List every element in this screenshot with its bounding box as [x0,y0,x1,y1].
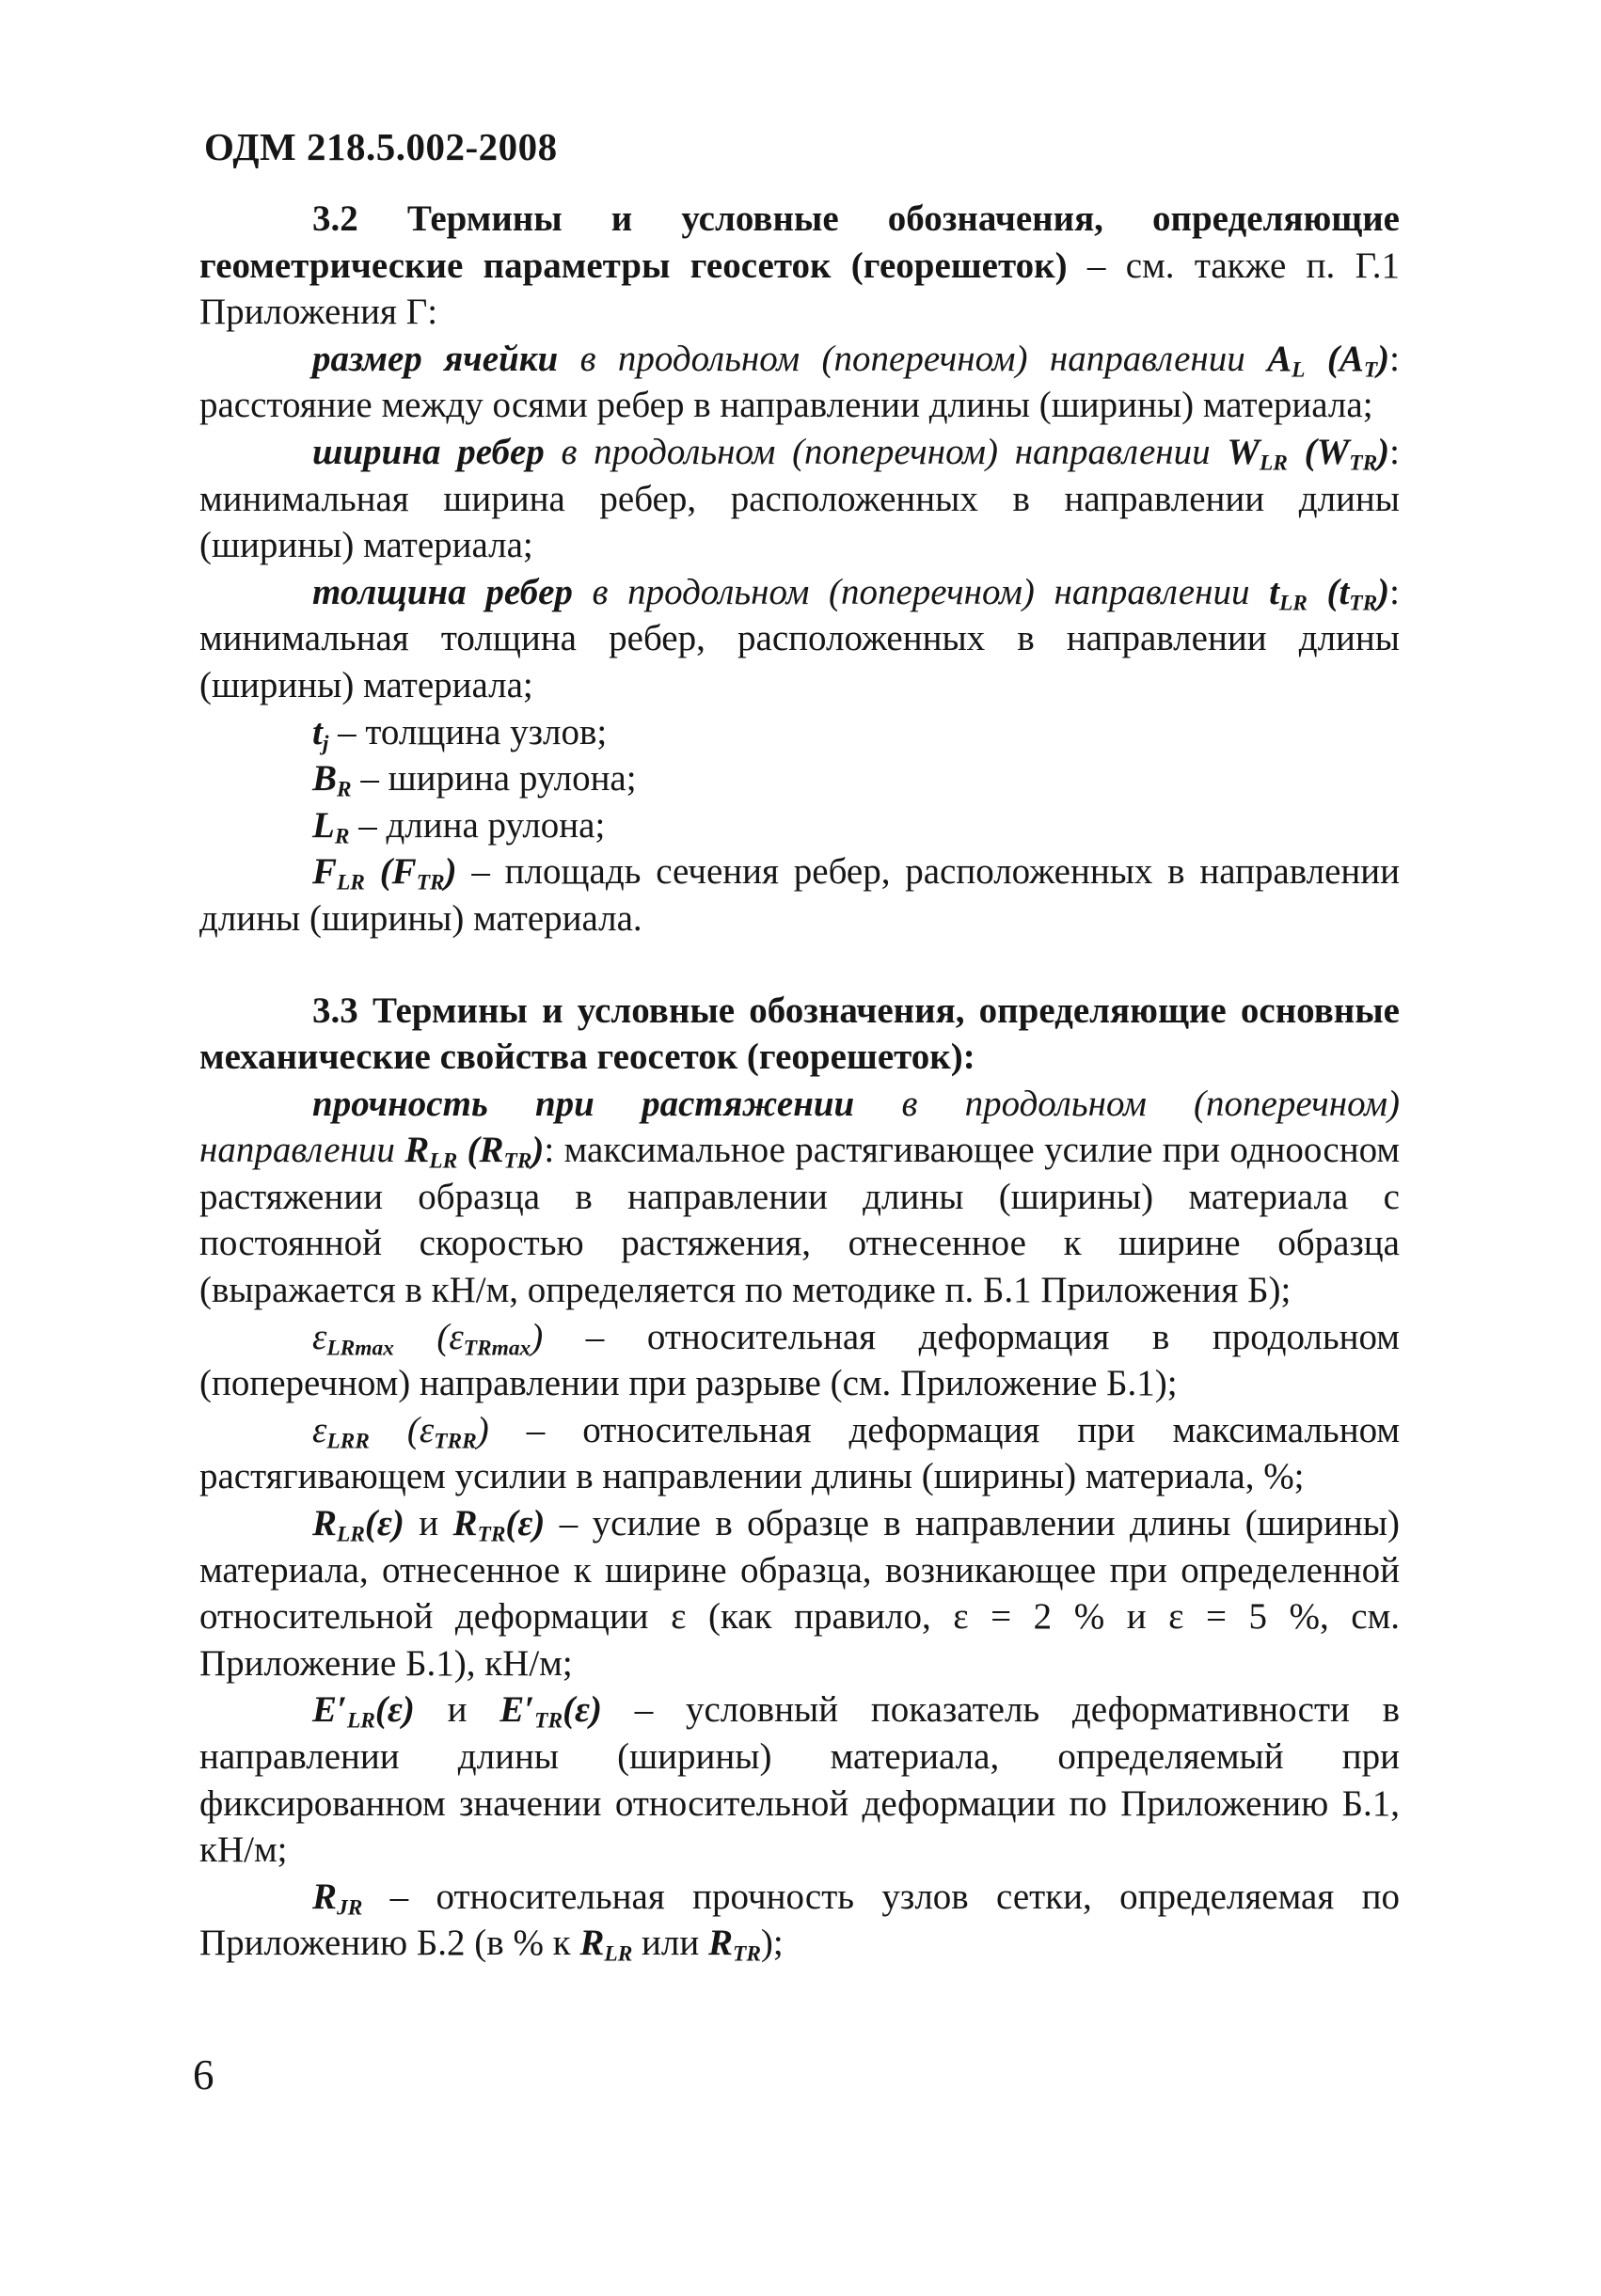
definition-cell-size: размер ячейки в продольном (поперечном) направлении $A_L$ $(A_T)$: расстояние между осями ребер в направлении длины (ширины) материала; [199,338,1400,426]
definition-node-strength [199,1874,1400,1967]
symbol-eps-lrr: $\varepsilon_{LRR}$ $(\varepsilon_{TRR})$ [312,1409,489,1454]
definition-node-strength-text: – относительная прочность узлов сетки, определяемая по Приложению Б.2 (в % к [199,1876,1400,1964]
document-header: ОДМ 218.5.002-2008 [204,125,558,168]
definition-strain-at-break [199,1314,1400,1407]
conjunction-or: или [632,1923,709,1964]
definition-roll-length [199,802,1400,849]
document-body [199,196,1400,1967]
section-3-2-title-tail: – см. также п. Г.1 Приложения Г: [199,245,1400,333]
definition-roll-width [199,755,1400,802]
definition-rib-thickness-text: минимальная толщина ребер, расположенных в направлении длины (ширины) материала; [199,618,1400,705]
symbol-l-r: $L_R$ [312,804,350,849]
definition-rib-section-area [199,848,1400,942]
definition-rib-width-text: минимальная ширина ребер, расположенных в направлении длины (ширины) материала; [199,478,1400,566]
symbol-r-lr-ref: $R_{LR}$ [579,1923,633,1967]
definition-node-thickness-text: – толщина узлов; [328,711,608,752]
definition-tensile-strength-text: максимальное растягивающее усилие при одноосном растяжении образца в направлении длины (ширины) материала с постоянной скоростью растяжения, отнесенное к ширине образца (выражается в кН/м, определяется по методике п. Б.1 Приложения Б); [199,1130,1401,1311]
symbol-t-j: $t_j$ [312,711,329,756]
definition-tensile-strength: прочность при растяжении в продольном (поперечном) направлении $R_{LR}$ $(R_{TR})$: максимальное растягивающее усилие при одноосном растяжении образца в направлении длины (ширины) материала с постоянной скоростью растяжения, отнесенное к ширине образца (выражается в кН/м, определяется по методике п. Б.1 Приложения Б); [199,1083,1401,1311]
page-number: 6 [193,2051,214,2098]
conjunction-and: и [414,1689,500,1731]
term-rib-width: ширина ребер [312,431,545,472]
definition-strain-at-max-force [199,1407,1400,1500]
term-rib-width-direction: в продольном (поперечном) направлении [544,431,1228,472]
section-3-3-heading: 3.3 Термины и условные обозначения, определяющие основные механические свойства геосеток (георешеток): [199,990,1400,1078]
term-tensile-strength-direction: в продольном (поперечном) направлении [199,1083,1400,1171]
symbol-w-lr: $W_{LR}$ $(W_{TR})$ [1227,431,1390,476]
symbol-r-lr: $R_{LR}$ $(R_{TR})$ [404,1130,545,1174]
conjunction-and: и [404,1503,453,1544]
definition-strain-at-max-force-text: – относительная деформация при максимальном растягивающем усилии в направлении длины (ширины) материала, %; [199,1409,1401,1497]
term-tensile-strength: прочность при растяжении [312,1083,855,1124]
symbol-b-r: $B_R$ [312,758,352,802]
definition-deformability [199,1686,1400,1873]
symbol-r-lr-eps: $R_{LR}(\varepsilon)$ [312,1503,404,1547]
term-cell-size: размер ячейки [312,338,559,379]
definition-roll-length-text: – длина рулона; [349,804,606,846]
definition-cell-size-text: расстояние между осями ребер в направлении длины (ширины) материала; [199,385,1373,426]
symbol-e-lr-eps: $E'_{LR}(\varepsilon)$ [312,1689,415,1734]
symbol-t-lr: $t_{LR}$ $(t_{TR})$ [1269,571,1390,616]
definition-rib-thickness: толщина ребер в продольном (поперечном) направлении $t_{LR}$ $(t_{TR})$: минимальная толщина ребер, расположенных в направлении длины (ширины) материала; [199,571,1401,705]
symbol-f-lr: $F_{LR}$ $(F_{TR})$ [312,851,457,895]
symbol-e-tr-eps: $E'_{TR}(\varepsilon)$ [499,1689,603,1734]
section-3-2-heading [199,196,1400,336]
term-rib-thickness: толщина ребер [312,571,573,612]
definition-strain-at-break-text: – относительная деформация в продольном (поперечном) направлении при разрыве (см. Приложение Б.1); [199,1316,1400,1404]
definition-deformability-text: – условный показатель деформативности в направлении длины (ширины) материала, определяемый при фиксированном значении относительной деформации по Приложению Б.1, кН/м; [199,1689,1400,1871]
symbol-r-tr-eps: $R_{TR}(\varepsilon)$ [452,1503,546,1547]
section-3-2-title: 3.2 Термины и условные обозначения, определяющие геометрические параметры геосеток (георешеток) [199,198,1400,286]
term-cell-size-direction: в продольном (поперечном) направлении [558,338,1268,379]
definition-roll-width-text: – ширина рулона; [351,758,637,800]
definition-node-thickness [199,709,1400,756]
definition-node-strength-end: ); [760,1923,784,1964]
symbol-r-tr-ref: $R_{TR}$ [708,1923,761,1967]
definition-rib-width: ширина ребер в продольном (поперечном) направлении $W_{LR}$ $(W_{TR})$: минимальная ширина ребер, расположенных в направлении длины (ширины) материала; [199,431,1401,566]
symbol-r-jr: $R_{JR}$ [312,1876,363,1921]
symbol-eps-lrmax: $\varepsilon_{LRmax}$ $(\varepsilon_{TRmax})$ [312,1316,544,1361]
symbol-a-l: $A_L$ $(A_T)$ [1267,338,1390,383]
term-rib-thickness-direction: в продольном (поперечном) направлении [572,571,1270,612]
definition-rib-section-area-text: – площадь сечения ребер, расположенных в направлении длины (ширины) материала. [199,851,1401,939]
definition-force-at-strain-text: – усилие в образце в направлении длины (ширины) материала, отнесенное к ширине образца, возникающее при определенной относительной деформации ε (как правило, ε = 2 % и ε = 5 %, см. Приложение Б.1), кН/м; [199,1503,1400,1684]
definition-force-at-strain [199,1500,1400,1686]
